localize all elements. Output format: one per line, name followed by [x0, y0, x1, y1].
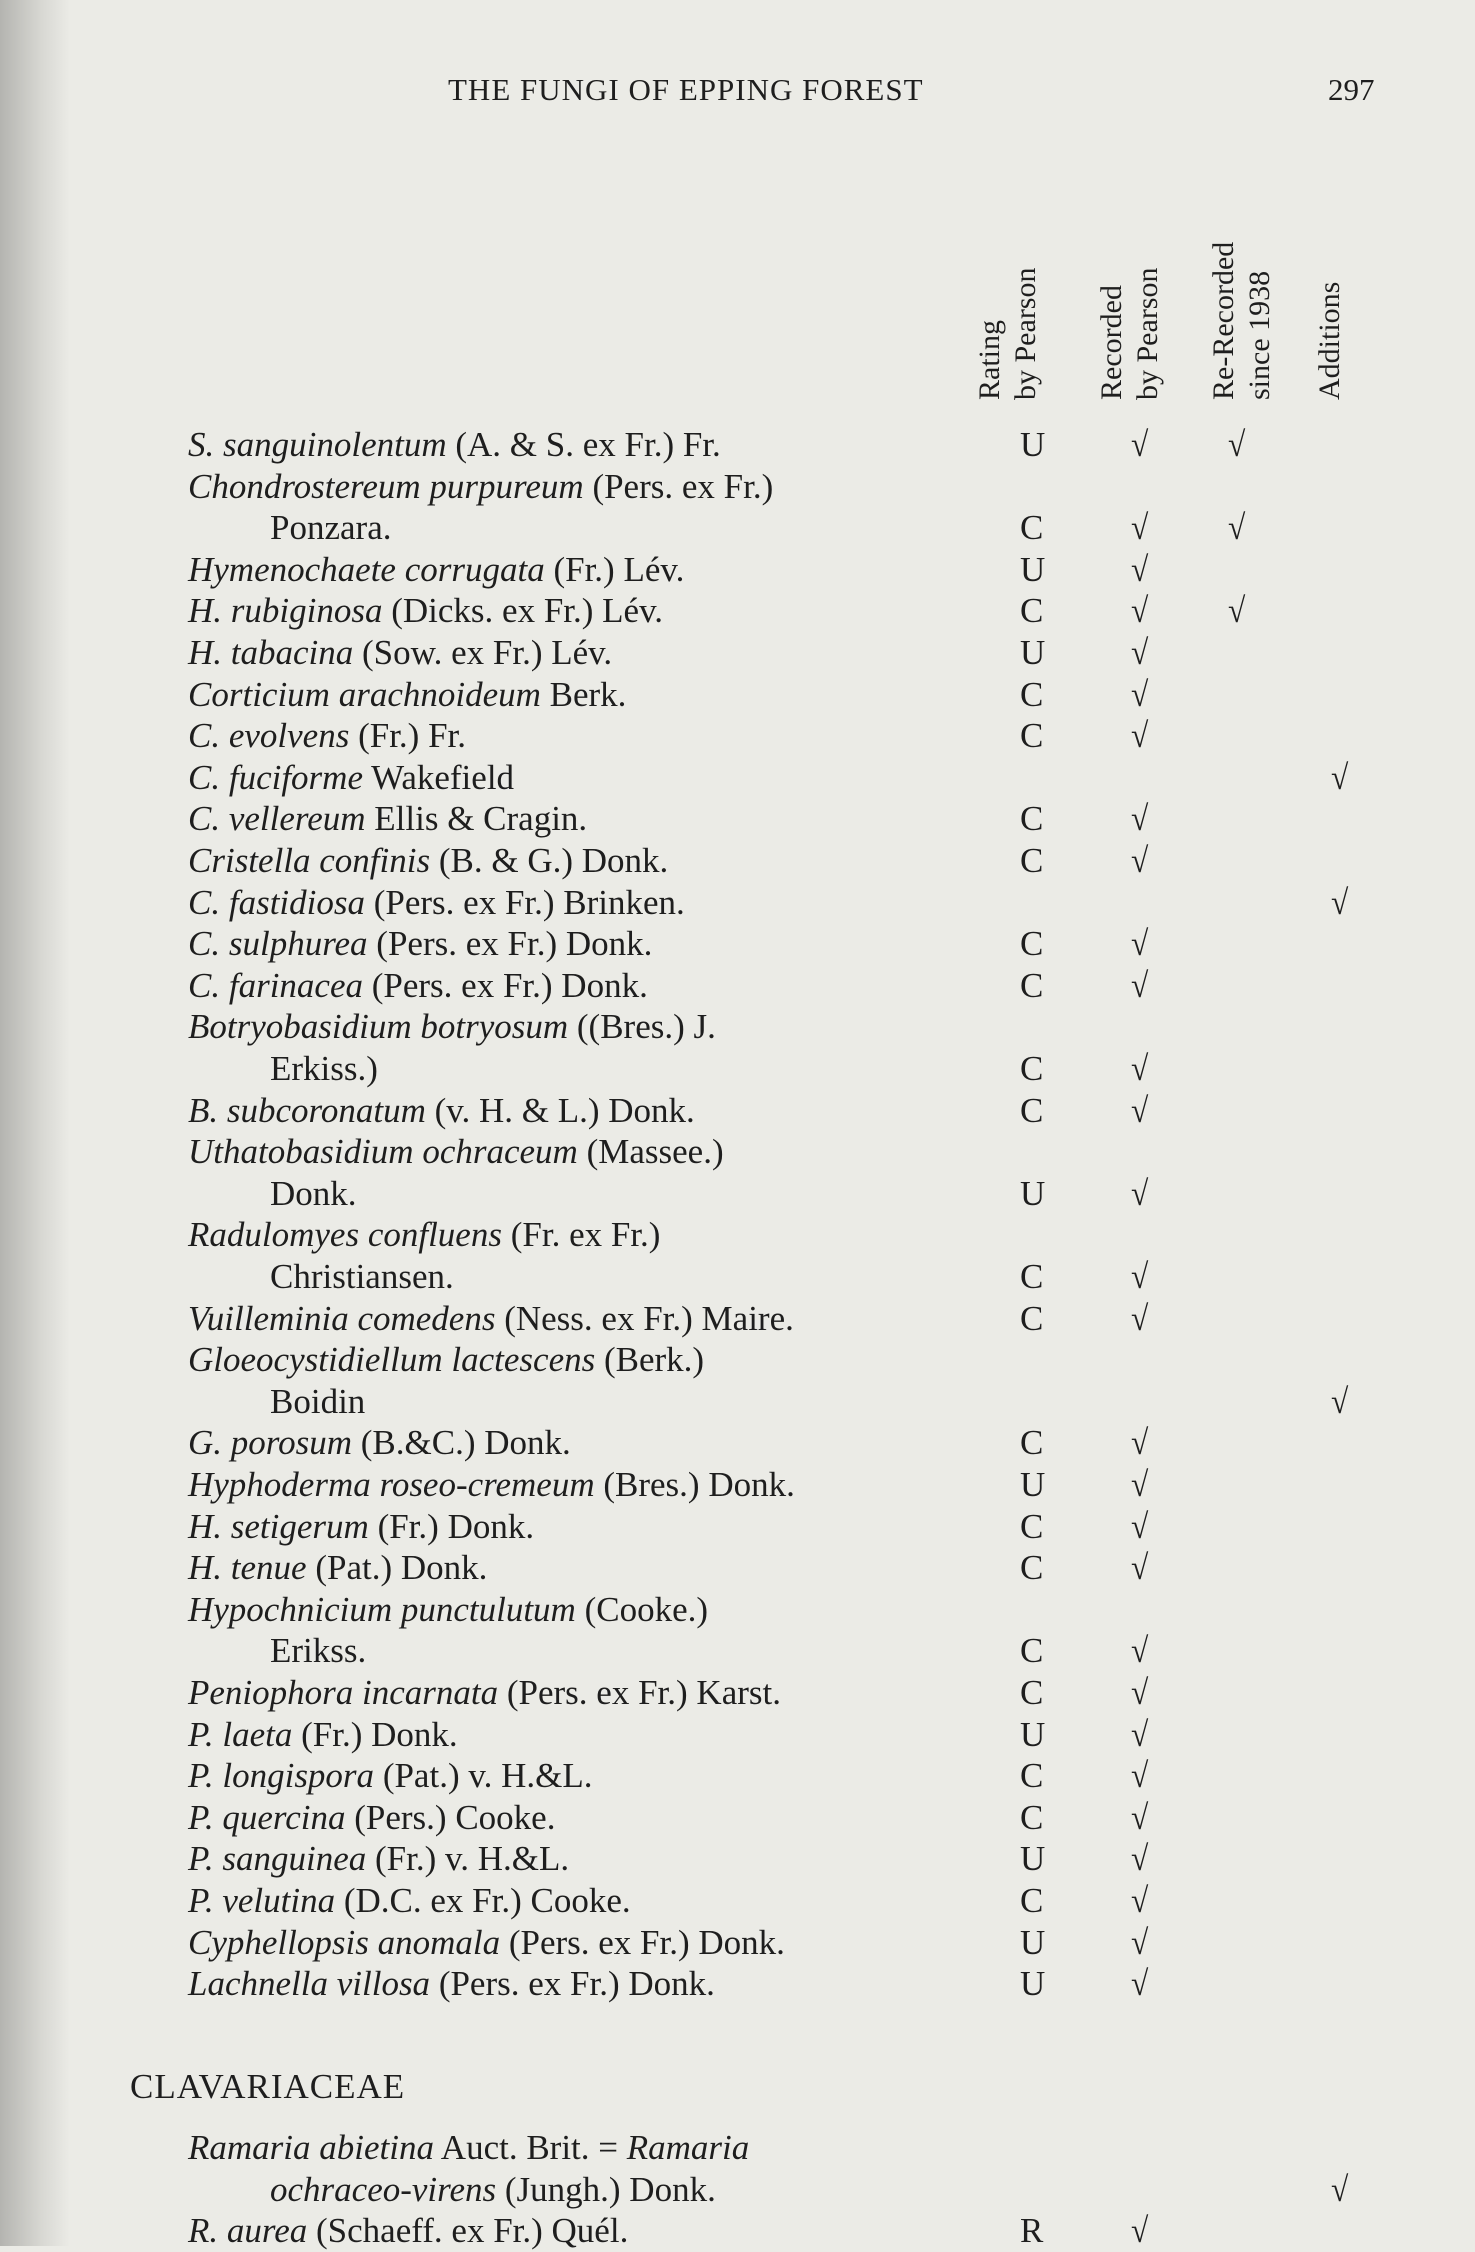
rating-value: U [1020, 1174, 1046, 1213]
rating-value: C [1020, 508, 1044, 547]
species-name [188, 632, 612, 674]
species-authority: (Fr.) Donk. [292, 1715, 458, 1754]
check-mark-icon: √ [1130, 508, 1149, 547]
species-epithet: C. evolvens [188, 716, 350, 755]
check-mark-icon: √ [1130, 799, 1149, 838]
species-epithet: Hymenochaete corrugata [188, 550, 545, 589]
table-row [0, 1630, 1400, 1672]
recorded-check-mark [1130, 1922, 1149, 1964]
recorded-check-mark [1130, 715, 1149, 757]
species-name [188, 590, 663, 632]
species-authority: (Pers. ex Fr.) Donk. [500, 1923, 785, 1962]
table-row [0, 1797, 1400, 1839]
rating-value: C [1020, 841, 1044, 880]
species-name [188, 1922, 785, 1964]
table-row [0, 424, 1400, 466]
species-authority: (Fr. ex Fr.) [501, 1215, 661, 1254]
table-row [0, 507, 1400, 549]
species-authority: (Fr.) v. H.&L. [366, 1839, 570, 1878]
species-epithet: Chondrostereum purpureum [188, 467, 584, 506]
addition-check-mark [1330, 2169, 1349, 2211]
check-mark-icon: √ [1130, 716, 1149, 755]
check-mark-icon: √ [1130, 1839, 1149, 1878]
table-row [0, 965, 1400, 1007]
recorded-check-mark [1130, 1256, 1149, 1298]
table-row [0, 798, 1400, 840]
recorded-check-mark [1130, 1838, 1149, 1880]
species-name [188, 1714, 458, 1756]
species-authority: (Pers. ex Fr.) Donk. [367, 924, 653, 963]
species-name [188, 1422, 571, 1464]
check-mark-icon: √ [1330, 1382, 1349, 1421]
species-authority: (D.C. ex Fr.) Cooke. [335, 1881, 631, 1920]
table-row [0, 674, 1400, 716]
table-row [0, 923, 1400, 965]
table-row [0, 466, 1400, 508]
species-epithet: B. subcoronatum [188, 1091, 426, 1130]
check-mark-icon: √ [1130, 1049, 1149, 1088]
species-authority: (Pers. ex Fr.) Donk. [430, 1964, 715, 2003]
rating-value: C [1020, 1299, 1044, 1338]
rating-value: U [1020, 425, 1046, 464]
check-mark-icon: √ [1130, 1174, 1149, 1213]
species-authority: (Pers. ex Fr.) Brinken. [364, 883, 685, 922]
table-row [0, 1755, 1400, 1797]
recorded-check-mark [1130, 798, 1149, 840]
check-mark-icon: √ [1130, 1507, 1149, 1546]
species-epithet: Radulomyes confluens [188, 1215, 502, 1254]
species-authority: (Fr.) Lév. [544, 550, 685, 589]
recorded-check-mark [1130, 1506, 1149, 1548]
table-row [0, 1880, 1400, 1922]
table-row [0, 632, 1400, 674]
species-name [188, 1339, 704, 1381]
recorded-check-mark [1130, 1173, 1149, 1215]
species-authority: Auct. Brit. = [433, 2128, 627, 2167]
recorded-check-mark [1130, 1090, 1149, 1132]
table-row [0, 549, 1400, 591]
check-mark-icon: √ [1130, 1423, 1149, 1462]
rating-value: C [1020, 966, 1044, 1005]
species-authority: (Berk.) [595, 1340, 705, 1379]
recorded-check-mark [1130, 424, 1149, 466]
table-row [0, 2127, 1400, 2169]
recorded-check-mark [1130, 1797, 1149, 1839]
species-epithet: Ramaria abietina [188, 2128, 434, 2167]
check-mark-icon: √ [1130, 633, 1149, 672]
rating-value: C [1020, 1257, 1044, 1296]
species-name [270, 507, 391, 549]
running-header: THE FUNGI OF EPPING FOREST [448, 72, 924, 107]
species-authority: Ellis & Cragin. [365, 799, 588, 838]
species-name [188, 1131, 724, 1173]
species-authority: (Cooke.) [575, 1590, 709, 1629]
recorded-check-mark [1130, 1048, 1149, 1090]
recorded-check-mark [1130, 1547, 1149, 1589]
rerecorded-check-mark [1227, 590, 1246, 632]
species-name [188, 1589, 708, 1631]
rating-value: C [1020, 1091, 1044, 1130]
species-name [188, 1090, 695, 1132]
rerecorded-check-mark [1227, 507, 1246, 549]
species-epithet: Cristella confinis [188, 841, 431, 880]
recorded-check-mark [1130, 1714, 1149, 1756]
species-authority: Wakefield [362, 758, 515, 797]
table-row [0, 590, 1400, 632]
species-authority: (Pat.) Donk. [306, 1548, 488, 1587]
check-mark-icon: √ [1130, 1465, 1149, 1504]
rating-value: C [1020, 1049, 1044, 1088]
species-authority: Erkiss.) [270, 1049, 378, 1088]
recorded-check-mark [1130, 965, 1149, 1007]
recorded-check-mark [1130, 1755, 1149, 1797]
species-name [188, 674, 626, 716]
column-header-rating: Rating by Pearson [973, 267, 1042, 400]
species-authority: (B.&C.) Donk. [352, 1423, 571, 1462]
species-authority: (Massee.) [577, 1132, 724, 1171]
table-row [0, 1090, 1400, 1132]
species-authority: (Pers.) Cooke. [345, 1798, 556, 1837]
species-name [188, 2127, 749, 2169]
table-row [0, 1131, 1400, 1173]
recorded-check-mark [1130, 1422, 1149, 1464]
rating-value: C [1020, 1548, 1044, 1587]
table-row [0, 1214, 1400, 1256]
species-epithet: Corticium arachnoideum [188, 675, 541, 714]
check-mark-icon: √ [1330, 758, 1349, 797]
species-name [188, 549, 684, 591]
table-row [0, 1714, 1400, 1756]
species-authority: (B. & G.) Donk. [430, 841, 669, 880]
recorded-check-mark [1130, 590, 1149, 632]
species-authority: (Fr.) Donk. [368, 1507, 535, 1546]
species-authority: Berk. [540, 675, 627, 714]
table-row [0, 1963, 1400, 2005]
species-epithet: Ramaria [626, 2128, 750, 2167]
table-row [0, 1464, 1400, 1506]
check-mark-icon: √ [1130, 924, 1149, 963]
species-epithet: Vuilleminia comedens [188, 1299, 496, 1338]
species-epithet: P. longispora [188, 1756, 375, 1795]
rating-value: U [1020, 1839, 1046, 1878]
rating-value: C [1020, 1631, 1044, 1670]
species-name [270, 1173, 357, 1215]
rating-value: C [1020, 591, 1044, 630]
table-row [0, 1547, 1400, 1589]
recorded-check-mark [1130, 1298, 1149, 1340]
rerecorded-check-mark [1227, 424, 1246, 466]
rating-value: U [1020, 1715, 1046, 1754]
rating-value: C [1020, 1507, 1044, 1546]
table-row [0, 882, 1400, 924]
species-authority: Donk. [270, 1174, 357, 1213]
species-epithet: C. fastidiosa [188, 883, 365, 922]
species-name [188, 923, 652, 965]
species-epithet: ochraceo-virens [270, 2170, 497, 2209]
species-name [188, 715, 466, 757]
check-mark-icon: √ [1130, 675, 1149, 714]
check-mark-icon: √ [1227, 425, 1246, 464]
species-epithet: G. porosum [188, 1423, 352, 1462]
species-name [188, 1672, 781, 1714]
table-row [0, 1422, 1400, 1464]
species-name [270, 1256, 454, 1298]
check-mark-icon: √ [1130, 966, 1149, 1005]
species-authority: Ponzara. [270, 508, 392, 547]
column-header-additions: Additions [1313, 281, 1346, 400]
recorded-check-mark [1130, 632, 1149, 674]
species-authority: ((Bres.) J. [568, 1007, 716, 1046]
species-epithet: P. laeta [188, 1715, 293, 1754]
species-name [188, 1963, 715, 2005]
page-number: 297 [1328, 72, 1375, 107]
species-authority: (Pers. ex Fr.) [583, 467, 774, 506]
species-epithet: Hypochnicium punctulutum [188, 1590, 576, 1629]
check-mark-icon: √ [1130, 1715, 1149, 1754]
table-row [0, 1672, 1400, 1714]
check-mark-icon: √ [1227, 508, 1246, 547]
check-mark-icon: √ [1130, 841, 1149, 880]
species-name [270, 2169, 716, 2211]
rating-value: C [1020, 1881, 1044, 1920]
check-mark-icon: √ [1130, 1881, 1149, 1920]
species-epithet: P. quercina [188, 1798, 346, 1837]
check-mark-icon: √ [1330, 883, 1349, 922]
check-mark-icon: √ [1130, 1091, 1149, 1130]
recorded-check-mark [1130, 674, 1149, 716]
species-epithet: C. sulphurea [188, 924, 368, 963]
table-row [0, 1173, 1400, 1215]
species-authority: (A. & S. ex Fr.) Fr. [446, 425, 721, 464]
species-authority: (Pat.) v. H.&L. [374, 1756, 593, 1795]
recorded-check-mark [1130, 1880, 1149, 1922]
species-epithet: R. aurea [188, 2211, 308, 2250]
addition-check-mark [1330, 882, 1349, 924]
check-mark-icon: √ [1330, 2170, 1349, 2209]
rating-value: U [1020, 1465, 1046, 1504]
check-mark-icon: √ [1130, 1964, 1149, 2003]
species-name [188, 1797, 555, 1839]
table-row [0, 840, 1400, 882]
species-authority: (Fr.) Fr. [349, 716, 467, 755]
species-epithet: H. setigerum [188, 1507, 369, 1546]
species-epithet: P. velutina [188, 1881, 336, 1920]
species-name [188, 840, 668, 882]
species-epithet: C. farinacea [188, 966, 363, 1005]
check-mark-icon: √ [1227, 591, 1246, 630]
table-row [0, 1048, 1400, 1090]
column-header-rerecorded: Re-Recorded since 1938 [1207, 241, 1276, 400]
species-authority: Erikss. [270, 1631, 367, 1670]
species-epithet: P. sanguinea [188, 1839, 367, 1878]
species-authority: (v. H. & L.) Donk. [425, 1091, 695, 1130]
rating-value: C [1020, 716, 1044, 755]
table-row [0, 715, 1400, 757]
rating-value: R [1020, 2211, 1044, 2250]
species-name [188, 1880, 631, 1922]
species-authority: (Ness. ex Fr.) Maire. [495, 1299, 794, 1338]
check-mark-icon: √ [1130, 550, 1149, 589]
table-row [0, 1506, 1400, 1548]
rating-value: C [1020, 1423, 1044, 1462]
species-epithet: H. tenue [188, 1548, 307, 1587]
species-authority: (Jungh.) Donk. [496, 2170, 716, 2209]
species-name [188, 757, 514, 799]
check-mark-icon: √ [1130, 1923, 1149, 1962]
table-row [0, 1006, 1400, 1048]
species-epithet: H. rubiginosa [188, 591, 383, 630]
rating-value: U [1020, 1964, 1046, 2003]
recorded-check-mark [1130, 507, 1149, 549]
table-row [0, 1381, 1400, 1423]
species-authority: Boidin [270, 1382, 366, 1421]
rating-value: U [1020, 1923, 1046, 1962]
species-name [188, 424, 721, 466]
species-epithet: Cyphellopsis anomala [188, 1923, 501, 1962]
species-authority: Christiansen. [270, 1257, 454, 1296]
species-epithet: Gloeocystidiellum lactescens [188, 1340, 596, 1379]
rating-value: C [1020, 799, 1044, 838]
rating-value: C [1020, 924, 1044, 963]
species-name [270, 1630, 366, 1672]
check-mark-icon: √ [1130, 2211, 1149, 2250]
species-name [188, 1214, 660, 1256]
recorded-check-mark [1130, 1630, 1149, 1672]
column-header-recorded: Recorded by Pearson [1095, 267, 1164, 400]
check-mark-icon: √ [1130, 1257, 1149, 1296]
species-authority: (Sow. ex Fr.) Lév. [353, 633, 613, 672]
species-name [270, 1048, 378, 1090]
table-row [0, 2169, 1400, 2211]
check-mark-icon: √ [1130, 591, 1149, 630]
species-epithet: Botryobasidium botryosum [188, 1007, 569, 1046]
check-mark-icon: √ [1130, 425, 1149, 464]
species-name [188, 965, 648, 1007]
species-name [270, 1381, 365, 1423]
species-epithet: Peniophora incarnata [188, 1673, 499, 1712]
check-mark-icon: √ [1130, 1798, 1149, 1837]
rating-value: U [1020, 550, 1046, 589]
recorded-check-mark [1130, 1464, 1149, 1506]
species-authority: (Dicks. ex Fr.) Lév. [382, 591, 664, 630]
species-authority: (Pers. ex Fr.) Karst. [498, 1673, 781, 1712]
species-epithet: S. sanguinolentum [188, 425, 447, 464]
table-row [0, 1589, 1400, 1631]
species-name [188, 882, 685, 924]
section-heading: CLAVARIACEAE [130, 2067, 406, 2106]
recorded-check-mark [1130, 840, 1149, 882]
table-row [0, 1298, 1400, 1340]
check-mark-icon: √ [1130, 1673, 1149, 1712]
species-epithet: C. vellereum [188, 799, 366, 838]
rating-value: C [1020, 1756, 1044, 1795]
species-name [188, 1464, 795, 1506]
species-authority: (Bres.) Donk. [594, 1465, 795, 1504]
recorded-check-mark [1130, 549, 1149, 591]
species-name [188, 1006, 716, 1048]
species-name [188, 1506, 534, 1548]
recorded-check-mark [1130, 1963, 1149, 2005]
check-mark-icon: √ [1130, 1548, 1149, 1587]
species-name [188, 1298, 794, 1340]
species-name [188, 798, 587, 840]
species-name [188, 1547, 487, 1589]
check-mark-icon: √ [1130, 1756, 1149, 1795]
species-epithet: H. tabacina [188, 633, 354, 672]
rating-value: C [1020, 1673, 1044, 1712]
species-authority: (Pers. ex Fr.) Donk. [362, 966, 648, 1005]
table-row [0, 757, 1400, 799]
species-epithet: Uthatobasidium ochraceum [188, 1132, 578, 1171]
table-row [0, 1256, 1400, 1298]
rating-value: U [1020, 633, 1046, 672]
addition-check-mark [1330, 757, 1349, 799]
table-row [0, 1838, 1400, 1880]
recorded-check-mark [1130, 923, 1149, 965]
species-epithet: Hyphoderma roseo-cremeum [188, 1465, 595, 1504]
species-name [188, 1838, 569, 1880]
table-row [0, 1922, 1400, 1964]
check-mark-icon: √ [1130, 1299, 1149, 1338]
species-name [188, 466, 773, 508]
species-epithet: Lachnella villosa [188, 1964, 431, 2003]
addition-check-mark [1330, 1381, 1349, 1423]
species-name [188, 1755, 592, 1797]
rating-value: C [1020, 675, 1044, 714]
rating-value: C [1020, 1798, 1044, 1837]
species-epithet: C. fuciforme [188, 758, 363, 797]
table-row [0, 1339, 1400, 1381]
species-authority: (Schaeff. ex Fr.) Quél. [307, 2211, 629, 2250]
check-mark-icon: √ [1130, 1631, 1149, 1670]
recorded-check-mark [1130, 1672, 1149, 1714]
